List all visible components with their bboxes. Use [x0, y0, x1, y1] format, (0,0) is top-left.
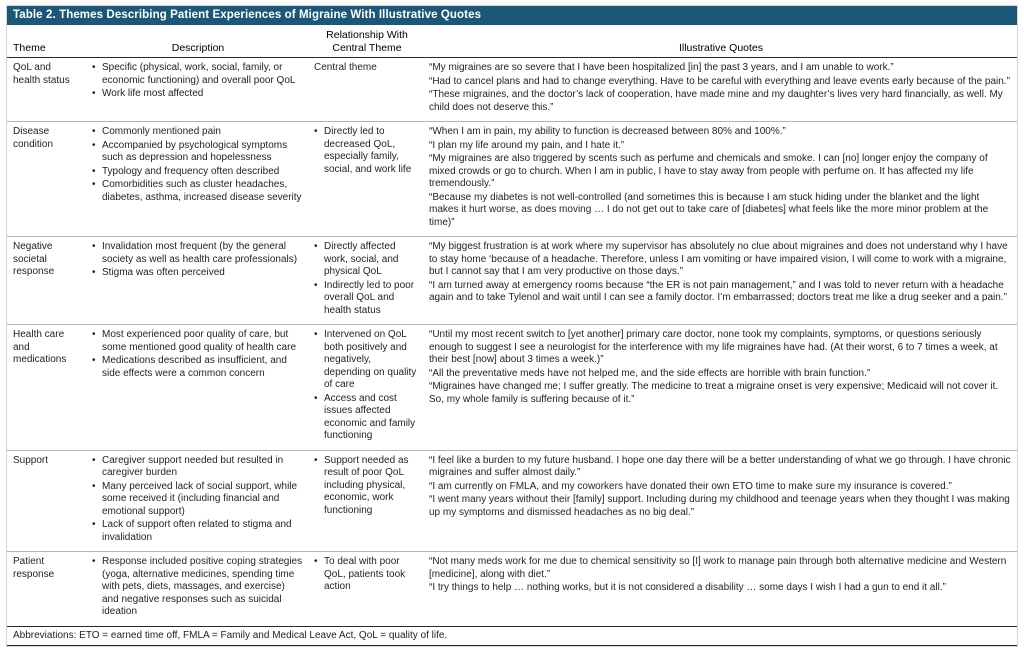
- table-title: Table 2. Themes Describing Patient Experiences of Migraine With Illustrative Quotes: [7, 6, 1017, 25]
- description-item: • Comorbidities such as cluster headaches, diabetes, asthma, increased disease severity: [91, 179, 303, 204]
- table-body: [7, 58, 1017, 627]
- quote: “When I am in pain, my ability to function is decreased between 80% and 100%.”: [429, 126, 786, 138]
- quotes-cell: [425, 450, 1017, 552]
- description-cell: [87, 325, 309, 451]
- relationship-item: • Indirectly led to poor overall QoL and health status: [313, 280, 419, 318]
- quotes-cell: [425, 122, 1017, 237]
- relationship-list: [313, 455, 419, 518]
- quote: “These migraines, and the doctor’s lack of cooperation, have made mine and my daughter’s lives very hard financially, as well. My child does not deserve this.”: [429, 89, 1003, 113]
- description-item: • Commonly mentioned pain: [91, 126, 303, 139]
- relationship-item: • Access and cost issues affected economic and family functioning: [313, 393, 419, 443]
- column-header-row: [7, 25, 1017, 58]
- relationship-list: [313, 241, 419, 317]
- description-item: • Response included positive coping strategies (yoga, alternative medicines, spending time with pets, diets, massages, and exercise) and negative responses such as suicidal ideation: [91, 556, 303, 619]
- description-item: • Stigma was often perceived: [91, 267, 303, 280]
- description-list: [91, 556, 303, 619]
- quote: “I plan my life around my pain, and I hate it.”: [429, 139, 625, 151]
- theme-cell: Negative societal response: [7, 237, 87, 325]
- description-item: • Typology and frequency often described: [91, 166, 303, 179]
- quote: “Not many meds work for me due to chemical sensitivity so [I] work to manage pain through both alternative medicine and Western [medicine], along with diet.”: [429, 556, 1007, 580]
- table-row: [7, 450, 1017, 552]
- table-row: [7, 122, 1017, 237]
- relationship-cell: [309, 552, 425, 627]
- column-header-theme: Theme: [7, 25, 87, 58]
- table-figure: [6, 5, 1018, 647]
- table-row: [7, 237, 1017, 325]
- relationship-item: • Support needed as result of poor QoL including physical, economic, work functioning: [313, 455, 419, 518]
- quote: “Had to cancel plans and had to change everything. Have to be careful with everything and leave events early because of the pain.”: [429, 75, 1010, 87]
- description-cell: [87, 237, 309, 325]
- quote: “I went many years without their [family] support. Including during my childhood and teenage years when they thought I was making up my symptoms and dismissed headaches as no big deal.”: [429, 494, 1010, 518]
- theme-cell: QoL and health status: [7, 58, 87, 122]
- description-cell: [87, 552, 309, 627]
- quote: “I feel like a burden to my future husband. I hope one day there will be a better understanding of what we go through. I have chronic migraines and suffer almost daily.”: [429, 454, 1011, 479]
- relationship-list: [313, 126, 419, 176]
- relationship-item: • Directly affected work, social, and physical QoL: [313, 241, 419, 279]
- relationship-cell: [309, 122, 425, 237]
- description-item: • Work life most affected: [91, 88, 303, 101]
- relationship-cell: [309, 237, 425, 325]
- themes-table: [7, 25, 1017, 627]
- theme-cell: Health care and medications: [7, 325, 87, 451]
- relationship-cell: [309, 325, 425, 451]
- theme-cell: Patient response: [7, 552, 87, 627]
- relationship-cell: [309, 58, 425, 122]
- quote: “Because my diabetes is not well-controlled (and sometimes this is because I am stuck hiding under the blanket and the light makes it hurt worse, as does moving … I do not get out to take care of [diabetes] what feels like the more minor problem at the time)”: [429, 191, 989, 228]
- description-list: [91, 62, 303, 101]
- theme-cell: Disease condition: [7, 122, 87, 237]
- column-header-quotes: Illustrative Quotes: [425, 25, 1017, 58]
- quote: “Migraines have changed me; I suffer greatly. The medicine to treat a migraine onset is very expensive; Medicaid will not cover it. So, my whole family is suffering because of it.”: [429, 381, 999, 405]
- quote: “I try things to help … nothing works, but it is not considered a disability … some days I wish I had a gun to end it all.”: [429, 582, 946, 594]
- description-list: [91, 241, 303, 280]
- description-item: • Specific (physical, work, social, family, or economic functioning) and overall poor QoL: [91, 62, 303, 87]
- quote: “I am turned away at emergency rooms because “the ER is not pain management,” and I was told to never return with a headache again and to take Tylenol and wait until I can see a family doctor. I’m embarrassed; doctors treat me like a drug seeker and a pain.”: [429, 279, 1007, 304]
- relationship-list: [313, 329, 419, 443]
- theme-cell: Support: [7, 450, 87, 552]
- description-list: [91, 329, 303, 380]
- description-item: • Medications described as insufficient, and side effects were a common concern: [91, 355, 303, 380]
- table-row: [7, 552, 1017, 627]
- column-header-description: Description: [87, 25, 309, 58]
- relationship-cell: [309, 450, 425, 552]
- description-item: • Caregiver support needed but resulted in caregiver burden: [91, 455, 303, 480]
- description-item: • Lack of support often related to stigma and invalidation: [91, 519, 303, 544]
- description-item: • Most experienced poor quality of care, but some mentioned good quality of health care: [91, 329, 303, 354]
- quotes-cell: [425, 237, 1017, 325]
- description-item: • Invalidation most frequent (by the general society as well as health care professionals): [91, 241, 303, 266]
- description-list: [91, 455, 303, 545]
- column-header-relationship: Relationship With Central Theme: [309, 25, 425, 58]
- description-cell: [87, 58, 309, 122]
- quote: “All the preventative meds have not helped me, and the side effects are horrible with brain function.”: [429, 367, 871, 379]
- description-list: [91, 126, 303, 204]
- abbreviations-footnote: Abbreviations: ETO = earned time off, FMLA = Family and Medical Leave Act, QoL = quality of life.: [7, 627, 1017, 646]
- quote: “Until my most recent switch to [yet another] primary care doctor, none took my complaints, symptoms, or questions seriously enough to suggest I see a neurologist for the interference with my life migraines have had. (At their worst, 6 to 7 times a week, at their best [now] about 3 times a week.)”: [429, 329, 998, 366]
- quote: “My migraines are so severe that I have been hospitalized [in] the past 3 years, and I am unable to work.”: [429, 62, 894, 74]
- description-item: • Accompanied by psychological symptoms such as depression and hopelessness: [91, 140, 303, 165]
- relationship-item: • To deal with poor QoL, patients took action: [313, 556, 419, 594]
- description-cell: [87, 122, 309, 237]
- table-row: [7, 325, 1017, 451]
- relationship-item: • Directly led to decreased QoL, especially family, social, and work life: [313, 126, 419, 176]
- relationship-text: Central theme: [314, 62, 377, 74]
- quotes-cell: [425, 58, 1017, 122]
- table-row: [7, 58, 1017, 122]
- description-item: • Many perceived lack of social support, while some received it (including financial and emotional support): [91, 481, 303, 519]
- relationship-list: [313, 556, 419, 594]
- quote: “My migraines are also triggered by scents such as perfume and chemicals and smoke. I can [no] longer enjoy the company of mixed crowds or go to church. When I am in public, I have to stay away from people with perfume on. It has affected my life tremendously.”: [429, 153, 988, 190]
- quotes-cell: [425, 325, 1017, 451]
- description-cell: [87, 450, 309, 552]
- relationship-item: • Intervened on QoL both positively and negatively, depending on quality of care: [313, 329, 419, 392]
- quotes-cell: [425, 552, 1017, 627]
- quote: “I am currently on FMLA, and my coworkers have donated their own ETO time to make sure my insurance is covered.”: [429, 480, 952, 492]
- quote: “My biggest frustration is at work where my supervisor has absolutely no clue about migraines and does not understand why I have to stay home ‘because of a headache. Therefore, unless I am vomiting or have impaired vision, I will come to work with a migraine, but I cannot say that I am very productive on those days.”: [429, 241, 1008, 278]
